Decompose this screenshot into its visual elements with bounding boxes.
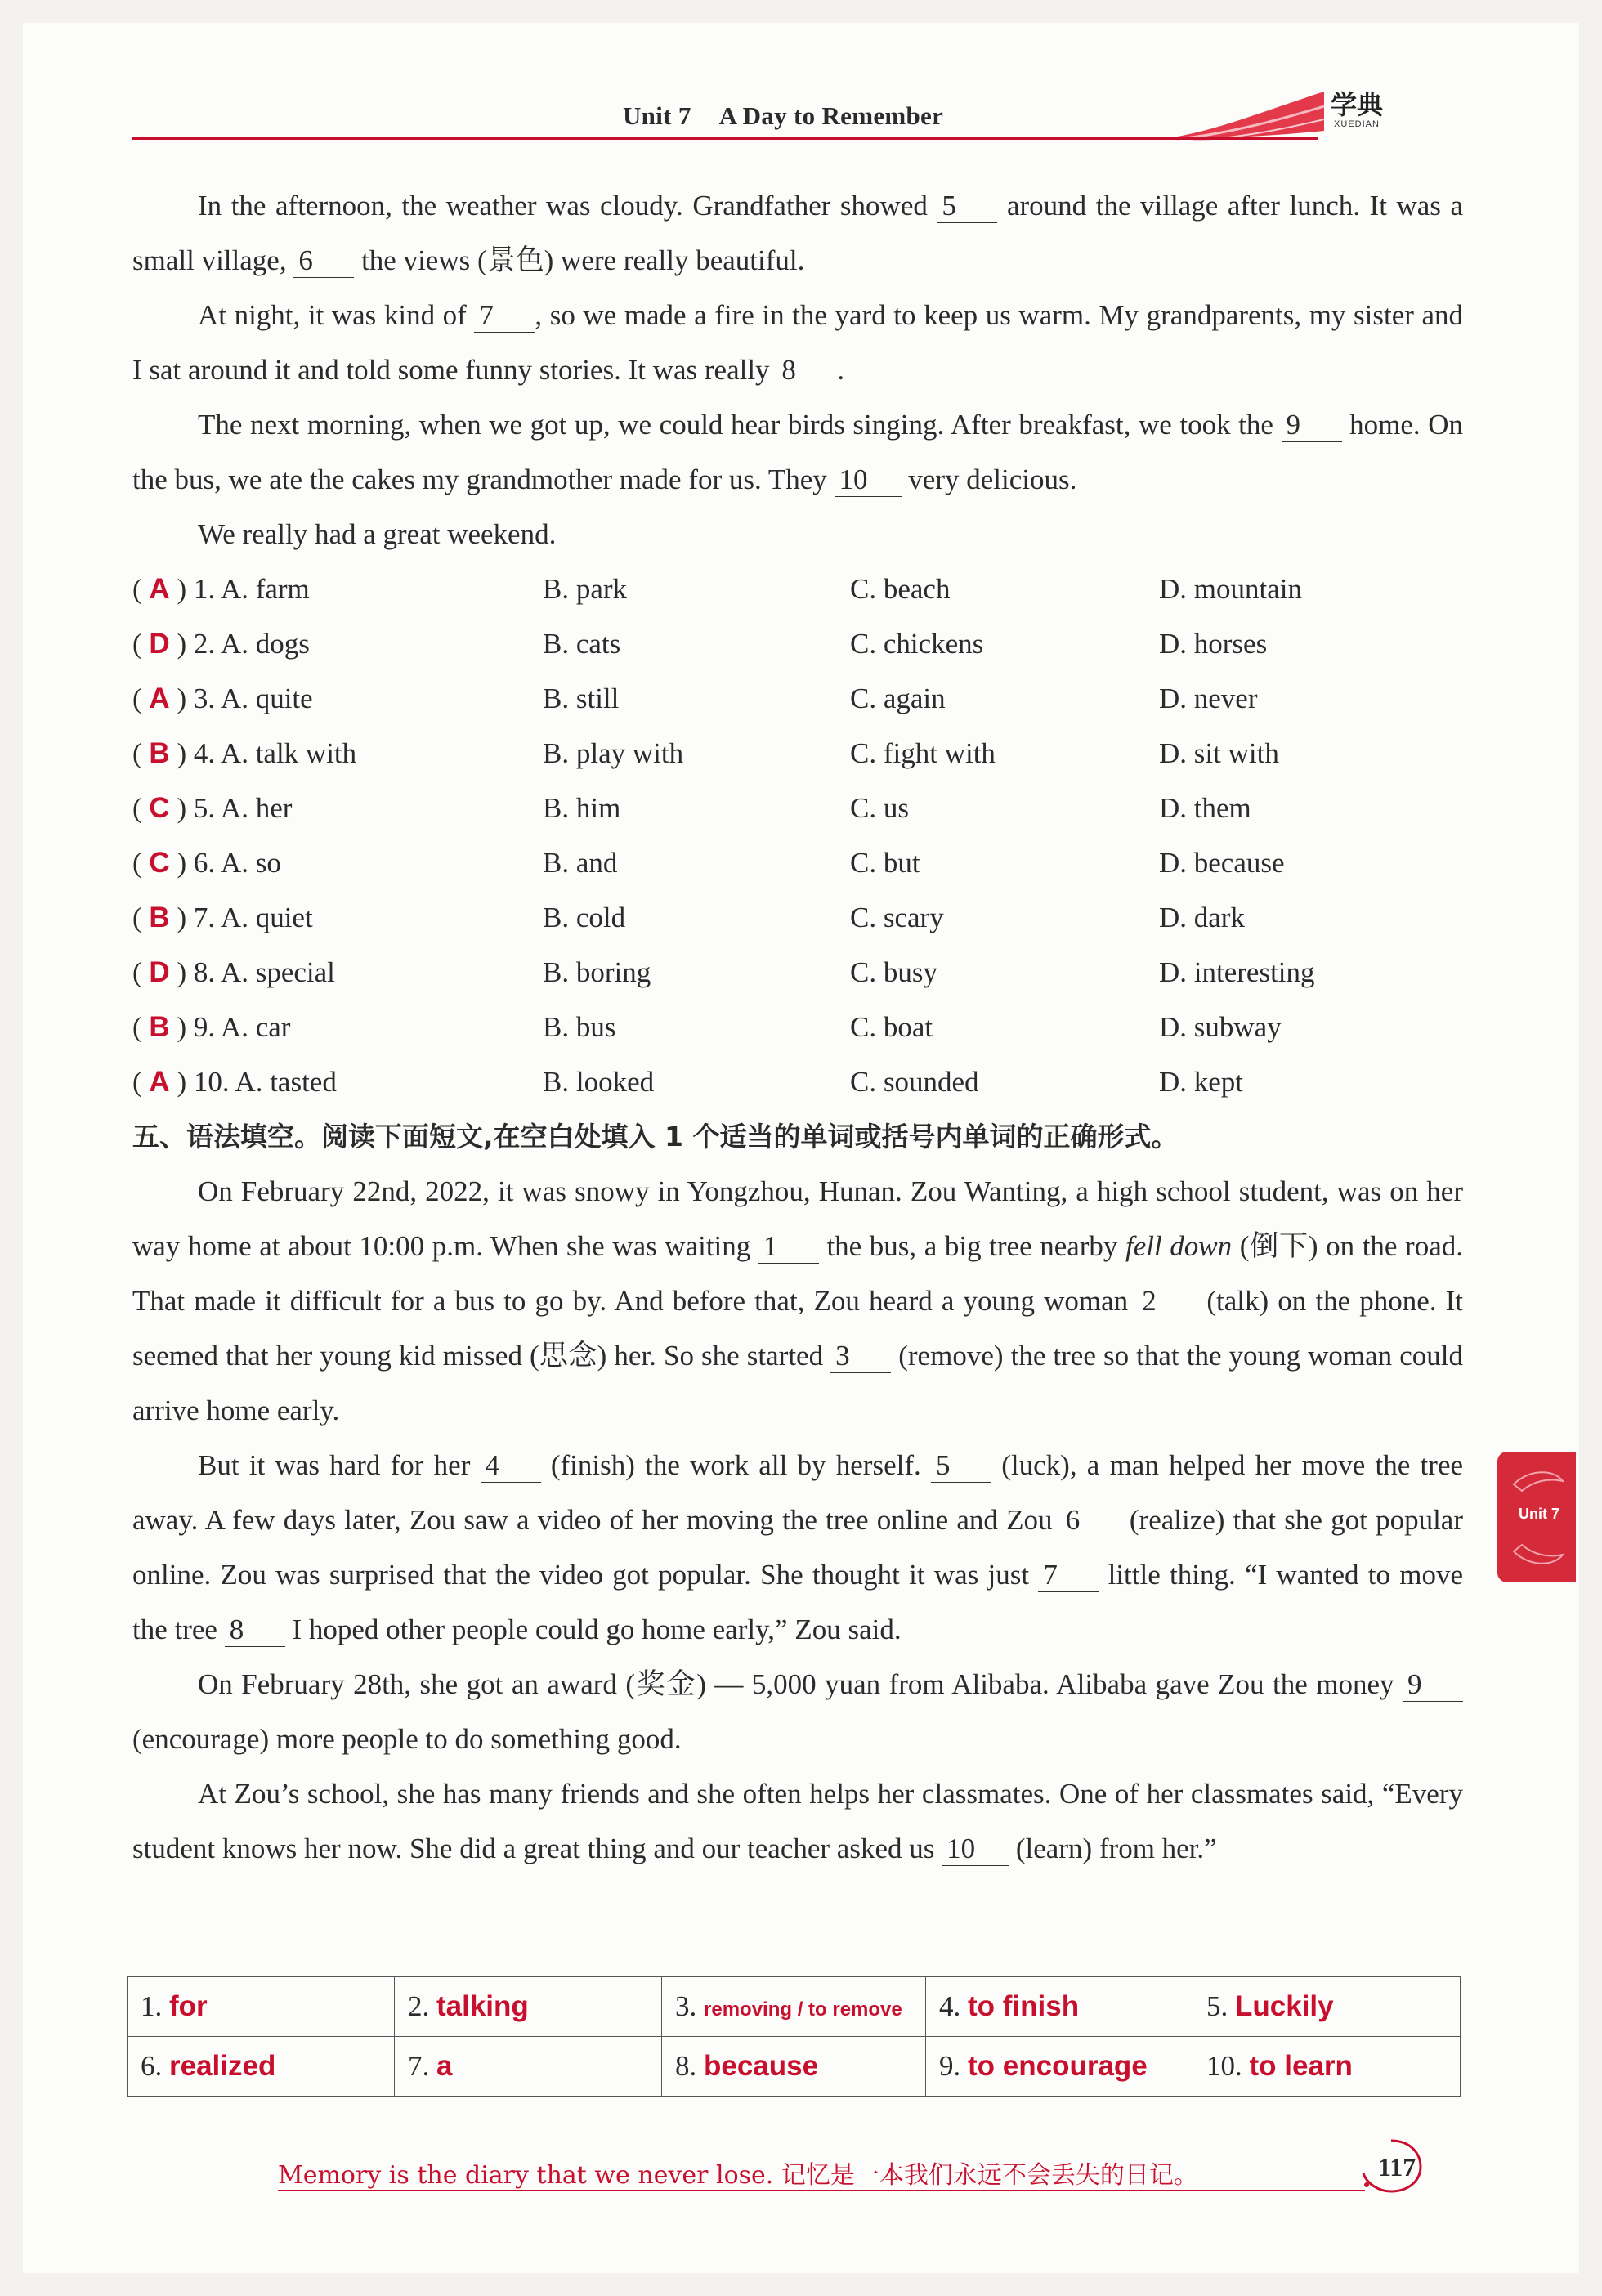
answer-cell: 9. to encourage — [926, 2037, 1193, 2097]
blank: 6 — [293, 244, 354, 278]
footer-quote: Memory is the diary that we never lose. 记忆是一本我们永远不会丢失的日记。 — [278, 2161, 1198, 2190]
page-number: 117 — [1378, 2152, 1416, 2182]
main-content — [132, 178, 1463, 1876]
blank: 2 — [1137, 1285, 1197, 1318]
choice-b: B. boring — [543, 956, 651, 988]
blank: 7 — [1038, 1559, 1099, 1592]
option-row: ( D ) 8. A. special B. boring C. busy D. interesting — [132, 945, 1463, 1000]
table-row — [128, 2037, 1461, 2097]
answer-cell: 5. Luckily — [1193, 1977, 1461, 2037]
blank: 5 — [937, 190, 997, 223]
blank: 7 — [474, 299, 535, 333]
option-row: ( A ) 1. A. farm B. park C. beach D. mountain — [132, 562, 1463, 616]
choice-b: B. him — [543, 792, 621, 824]
option-row: ( C ) 6. A. so B. and C. but D. because — [132, 835, 1463, 890]
unit-title: A Day to Remember — [718, 101, 944, 130]
answer-cell: 2. talking — [395, 1977, 662, 2037]
answer-letter: A — [149, 683, 170, 714]
blank: 8 — [225, 1613, 285, 1647]
choice-a: A. talk with — [220, 737, 357, 769]
choice-c: C. fight with — [850, 737, 996, 769]
choice-d: D. kept — [1159, 1066, 1244, 1098]
choice-d: D. them — [1159, 792, 1251, 824]
choice-a: A. car — [220, 1011, 291, 1043]
answer-letter: C — [149, 792, 170, 824]
choice-c: C. busy — [850, 956, 937, 988]
answer-table — [127, 1976, 1461, 2097]
choice-a: A. quite — [220, 683, 313, 714]
choice-c: C. sounded — [850, 1066, 979, 1098]
section-heading: 五、语法填空。阅读下面短文,在空白处填入 1 个适当的单词或括号内单词的正确形式。 — [132, 1121, 1179, 1152]
choice-b: B. looked — [543, 1066, 655, 1098]
answer-letter: B — [149, 1011, 170, 1043]
choice-c: C. chickens — [850, 628, 984, 660]
choice-a: A. her — [220, 792, 293, 824]
passage1-paragraph: In the afternoon, the weather was cloudy. Grandfather showed 5 around the village after lunch. It was a small village, 6 the views (景色) were really beautiful. — [132, 190, 1463, 276]
choice-b: B. cold — [543, 902, 626, 933]
unit-label: Unit 7 — [623, 101, 691, 130]
blank: 1 — [758, 1230, 819, 1264]
side-tab-label: Unit 7 — [1519, 1506, 1560, 1522]
answer-cell: 4. to finish — [926, 1977, 1193, 2037]
choice-b: B. cats — [543, 628, 621, 660]
unit-side-tab — [1497, 1452, 1576, 1582]
option-row: ( A ) 10. A. tasted B. looked C. sounded D. kept — [132, 1054, 1463, 1109]
choice-c: C. beach — [850, 573, 951, 605]
blank: 9 — [1403, 1668, 1463, 1702]
choice-d: D. mountain — [1159, 573, 1302, 605]
blank: 10 — [835, 463, 902, 497]
options-list — [132, 562, 1463, 1109]
answer-letter: D — [149, 956, 170, 988]
answer-cell: 1. for — [128, 1977, 395, 2037]
answer-cell: 6. realized — [128, 2037, 395, 2097]
choice-b: B. play with — [543, 737, 684, 769]
choice-d: D. horses — [1159, 628, 1268, 660]
passage1-paragraph: We really had a great weekend. — [198, 518, 557, 550]
answer-cell: 8. because — [662, 2037, 926, 2097]
answer-cell: 3. removing / to remove — [662, 1977, 926, 2037]
choice-a: A. so — [220, 847, 281, 879]
choice-d: D. never — [1159, 683, 1258, 714]
passage1-paragraph: At night, it was kind of 7 , so we made a fire in the yard to keep us warm. My grandparents, my sister and I sat around it and told some funny stories. It was really 8 . — [132, 299, 1463, 386]
answer-cell: 7. a — [395, 2037, 662, 2097]
option-row: ( D ) 2. A. dogs B. cats C. chickens D. horses — [132, 616, 1463, 671]
logo-chinese: 学典 — [1330, 90, 1383, 119]
option-row: ( B ) 7. A. quiet B. cold C. scary D. dark — [132, 890, 1463, 945]
footer-rule — [278, 2190, 1365, 2191]
choice-a: A. dogs — [220, 628, 310, 660]
option-row: ( B ) 4. A. talk with B. play with C. fight with D. sit with — [132, 726, 1463, 781]
answer-letter: B — [149, 737, 170, 769]
passage2-paragraph: On February 28th, she got an award (奖金) — 5,000 yuan from Alibaba. Alibaba gave Zou the money 9 (encourage) more people to do something good. — [132, 1657, 1463, 1766]
table-row — [128, 1977, 1461, 2037]
passage2-paragraph: On February 22nd, 2022, it was snowy in Yongzhou, Hunan. Zou Wanting, a high school student, was on her way home at about 10:00 p.m. When she was waiting 1 the bus, a big tree nearby fell down (倒下) on the road. That made it difficult for a bus to go by. And before that, Zou heard a young woman 2 (talk) on the phone. It seemed that her young kid missed (思念) her. So she started 3 (remove) the tree so that the young woman could arrive home early. — [132, 1175, 1464, 1426]
passage1-paragraph: The next morning, when we got up, we could hear birds singing. After breakfast, we took the 9 home. On the bus, we ate the cakes my grandmother made for us. They 10 very delicious. — [132, 409, 1464, 495]
choice-d: D. interesting — [1159, 956, 1315, 988]
passage2-paragraph: At Zou’s school, she has many friends and she often helps her classmates. One of her classmates said, “Every student knows her now. She did a great thing and our teacher asked us 10 (learn) from her.” — [132, 1778, 1463, 1864]
page-header-title — [623, 101, 943, 131]
choice-b: B. and — [543, 847, 618, 879]
choice-c: C. again — [850, 683, 946, 714]
choice-a: A. farm — [220, 573, 310, 605]
choice-c: C. us — [850, 792, 909, 824]
choice-b: B. still — [543, 683, 620, 714]
passage2-paragraph: But it was hard for her 4 (finish) the work all by herself. 5 (luck), a man helped her move the tree away. A few days later, Zou saw a video of her moving the tree online and Zou 6 (realize) that she got popular online. Zou was surprised that the video got popular. She thought it was just 7 little thing. “I wanted to move the tree 8 I hoped other people could go home early,” Zou said. — [132, 1449, 1464, 1645]
blank: 4 — [481, 1449, 541, 1483]
choice-c: C. boat — [850, 1011, 933, 1043]
answer-letter: A — [149, 573, 170, 605]
choice-b: B. bus — [543, 1011, 616, 1043]
header-rule — [132, 137, 1318, 140]
answer-letter: A — [149, 1066, 170, 1098]
blank: 9 — [1282, 409, 1342, 442]
choice-d: D. sit with — [1159, 737, 1279, 769]
choice-a: A. special — [220, 956, 335, 988]
choice-a: A. tasted — [235, 1066, 337, 1098]
blank: 10 — [942, 1833, 1009, 1866]
xuedian-logo — [1318, 90, 1396, 141]
choice-d: D. because — [1159, 847, 1285, 879]
choice-d: D. subway — [1159, 1011, 1282, 1043]
answer-letter: D — [149, 628, 170, 660]
choice-b: B. park — [543, 573, 628, 605]
option-row: ( A ) 3. A. quite B. still C. again D. never — [132, 671, 1463, 726]
answer-cell: 10. to learn — [1193, 2037, 1461, 2097]
option-row: ( B ) 9. A. car B. bus C. boat D. subway — [132, 1000, 1463, 1054]
blank: 8 — [776, 354, 837, 387]
answer-letter: B — [149, 902, 170, 933]
choice-d: D. dark — [1159, 902, 1245, 933]
choice-c: C. but — [850, 847, 920, 879]
choice-a: A. quiet — [220, 902, 313, 933]
answer-letter: C — [149, 847, 170, 879]
logo-english: XUEDIAN — [1334, 119, 1380, 129]
blank: 3 — [830, 1340, 891, 1373]
choice-c: C. scary — [850, 902, 944, 933]
blank: 6 — [1061, 1504, 1121, 1537]
blank: 5 — [931, 1449, 991, 1483]
option-row: ( C ) 5. A. her B. him C. us D. them — [132, 781, 1463, 835]
